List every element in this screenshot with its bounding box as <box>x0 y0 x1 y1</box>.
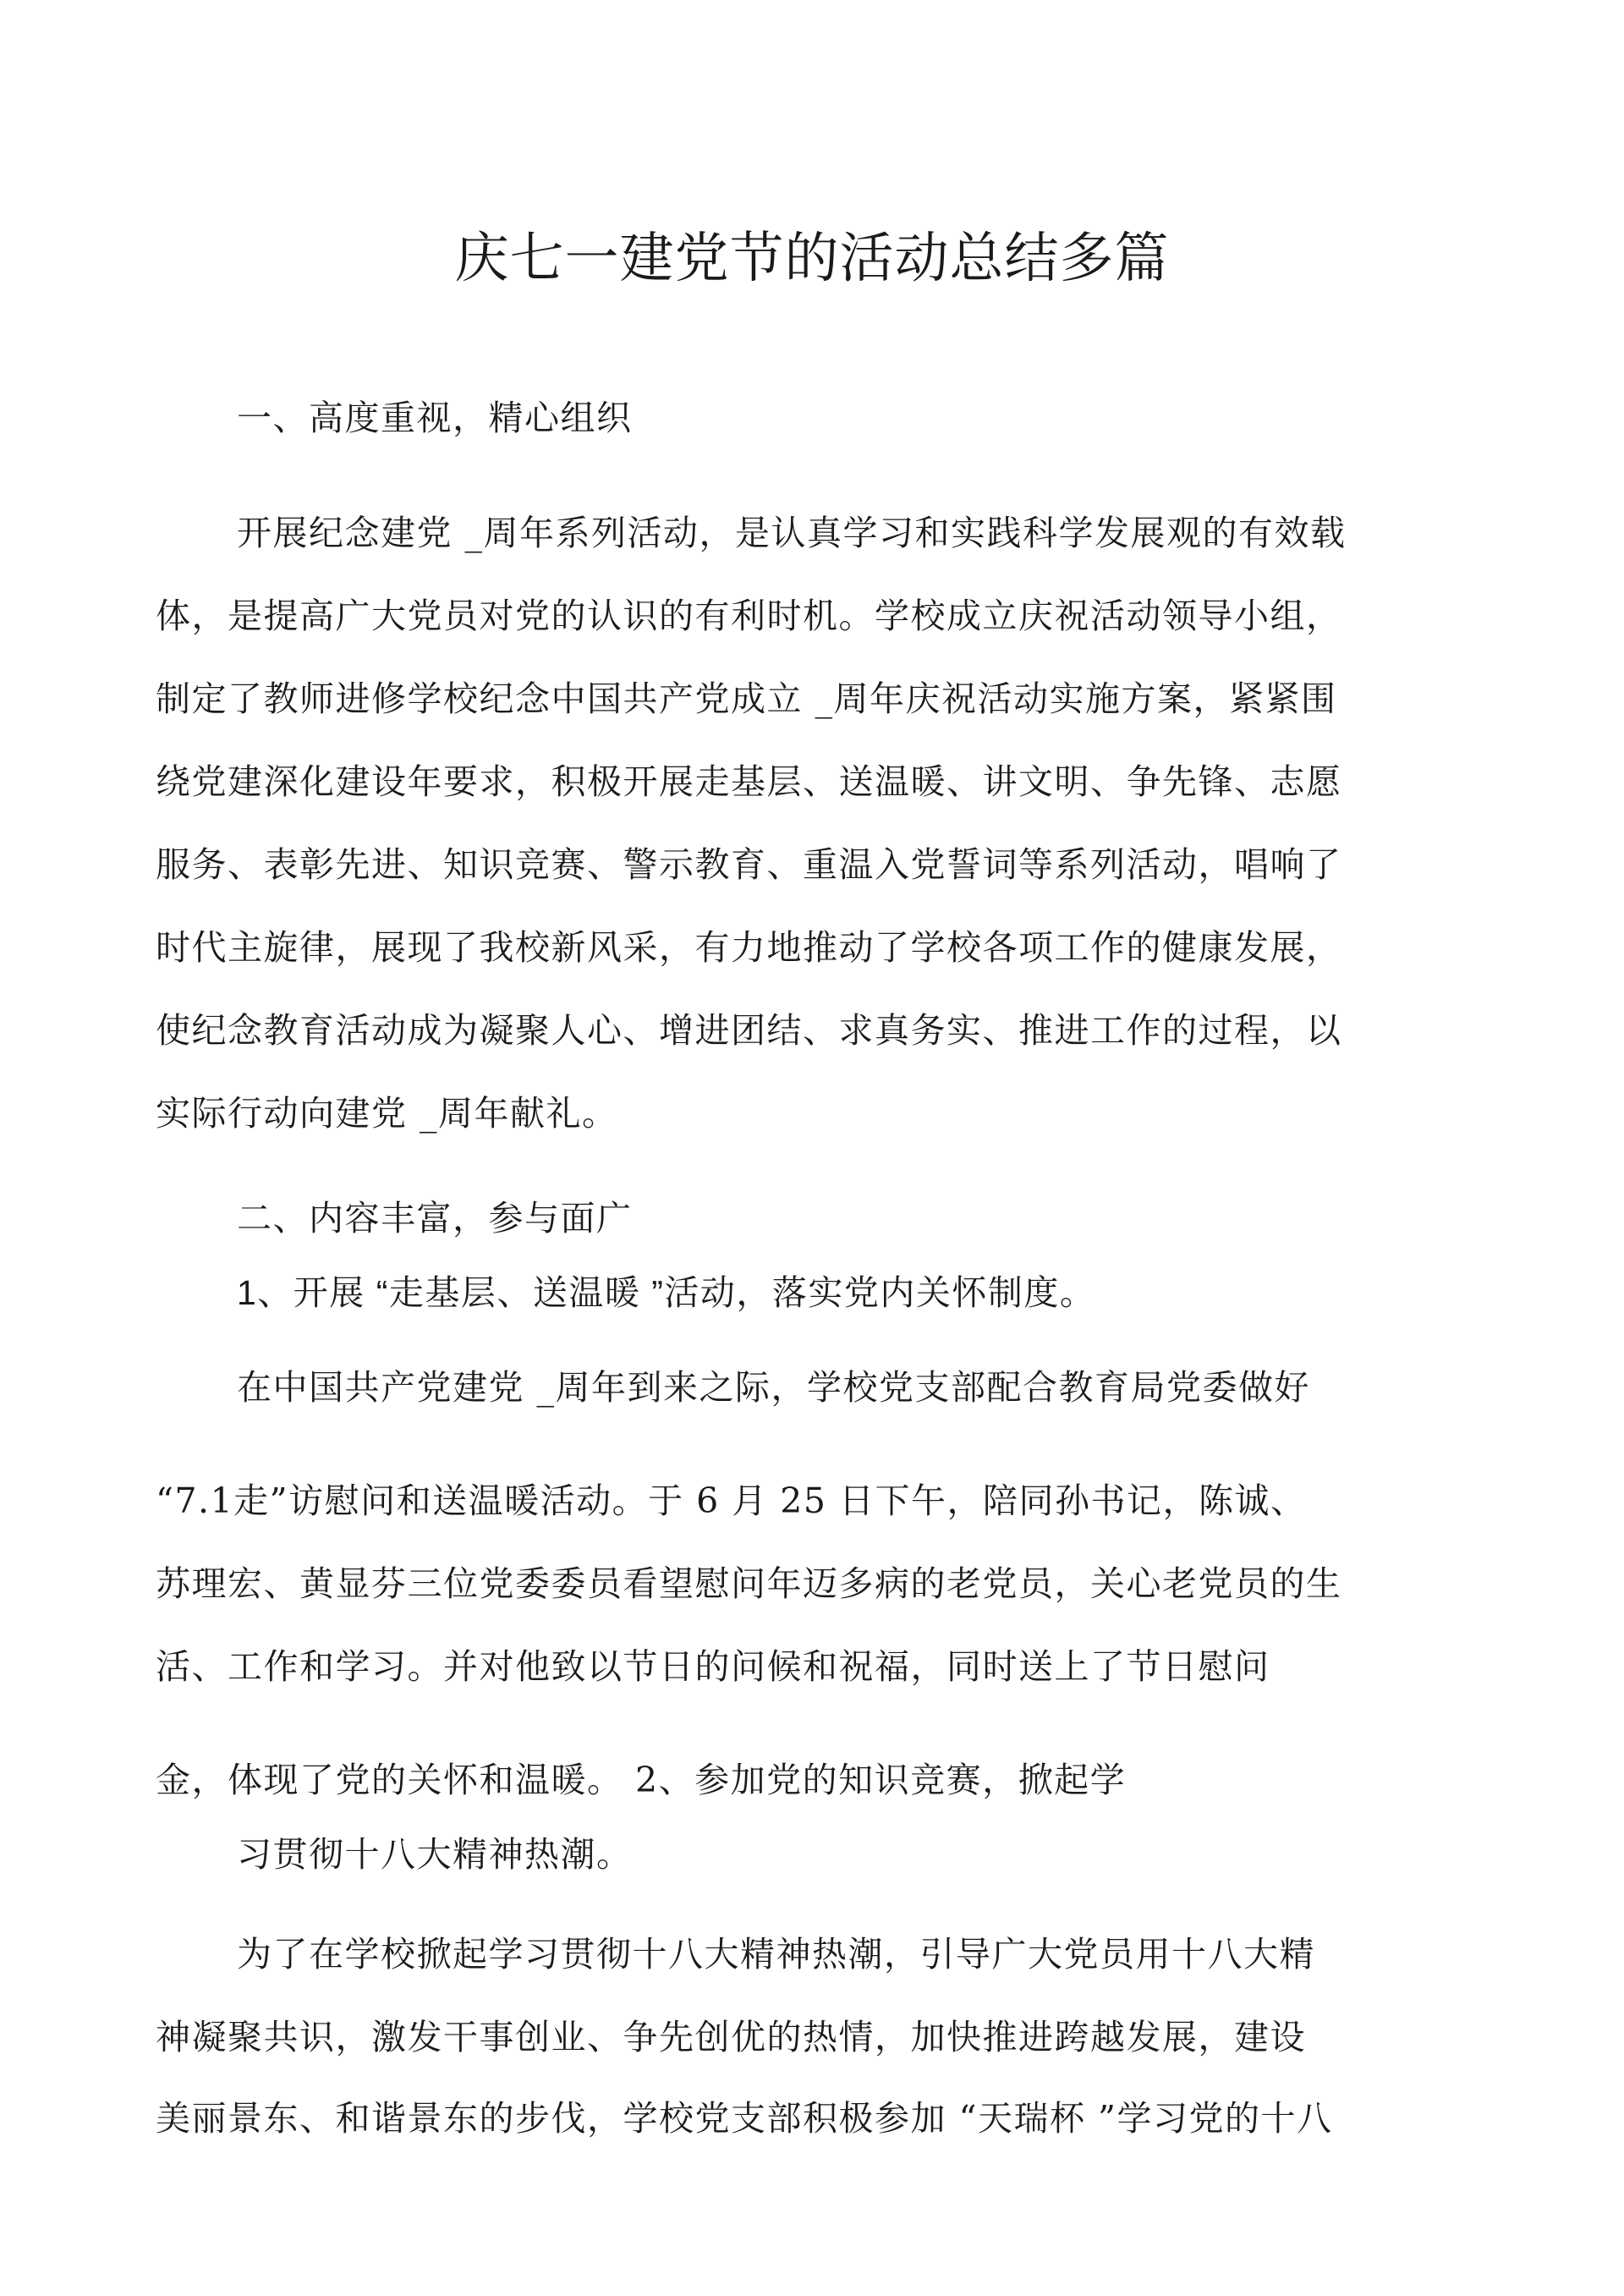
paragraph-2-line-1: 在中国共产党建党 _周年到来之际，学校党支部配合教育局党委做好 <box>237 1367 1311 1408</box>
subsection-heading-1: 1、开展 “走基层、送温暖 ”活动，落实党内关怀制度。 <box>237 1273 1096 1312</box>
paragraph-1-line-7: 使纪念教育活动成为凝聚人心、增进团结、求真务实、推进工作的过程，以 <box>156 1010 1342 1051</box>
paragraph-1-line-6: 时代主旋律，展现了我校新风采，有力地推动了学校各项工作的健康发展， <box>156 927 1342 968</box>
paragraph-2-line-4: 活、工作和学习。并对他致以节日的问候和祝福，同时送上了节日慰问 <box>156 1646 1270 1687</box>
paragraph-1-line-1: 开展纪念建党 _周年系列活动，是认真学习和实践科学发展观的有效载 <box>237 513 1347 553</box>
paragraph-3-line-3: 美丽景东、和谐景东的步伐，学校党支部积极参加 “天瑞杯 ”学习党的十八 <box>156 2098 1333 2139</box>
paragraph-1-line-4: 绕党建深化建设年要求，积极开展走基层、送温暖、讲文明、争先锋、志愿 <box>156 761 1342 802</box>
document-title: 庆七一建党节的活动总结多篇 <box>454 228 1170 290</box>
paragraph-2-line-6: 习贯彻十八大精神热潮。 <box>237 1834 633 1875</box>
section-heading-2: 二、内容丰富，参与面广 <box>237 1198 633 1239</box>
paragraph-1-line-8: 实际行动向建党 _周年献礼。 <box>156 1093 618 1134</box>
paragraph-3-line-1: 为了在学校掀起学习贯彻十八大精神热潮，引导广大党员用十八大精 <box>237 1934 1315 1975</box>
paragraph-3-line-2: 神凝聚共识，激发干事创业、争先创优的热情，加快推进跨越发展，建设 <box>156 2017 1306 2057</box>
paragraph-1-line-5: 服务、表彰先进、知识竞赛、警示教育、重温入党誓词等系列活动，唱响了 <box>156 844 1342 885</box>
paragraph-1-line-3: 制定了教师进修学校纪念中国共产党成立 _周年庆祝活动实施方案，紧紧围 <box>156 678 1337 719</box>
paragraph-2-line-3: 苏理宏、黄显芬三位党委委员看望慰问年迈多病的老党员，关心老党员的生 <box>156 1563 1342 1604</box>
paragraph-2-line-2: “7.1走”访慰问和送温暖活动。于 6 月 25 日下午，陪同孙书记，陈诚、 <box>156 1480 1307 1521</box>
paragraph-1-line-2: 体，是提高广大党员对党的认识的有利时机。学校成立庆祝活动领导小组， <box>156 596 1342 636</box>
section-heading-1: 一、高度重视，精心组织 <box>237 398 633 438</box>
paragraph-2-line-5: 金，体现了党的关怀和温暖。 2、参加党的知识竞赛，掀起学 <box>156 1760 1127 1800</box>
